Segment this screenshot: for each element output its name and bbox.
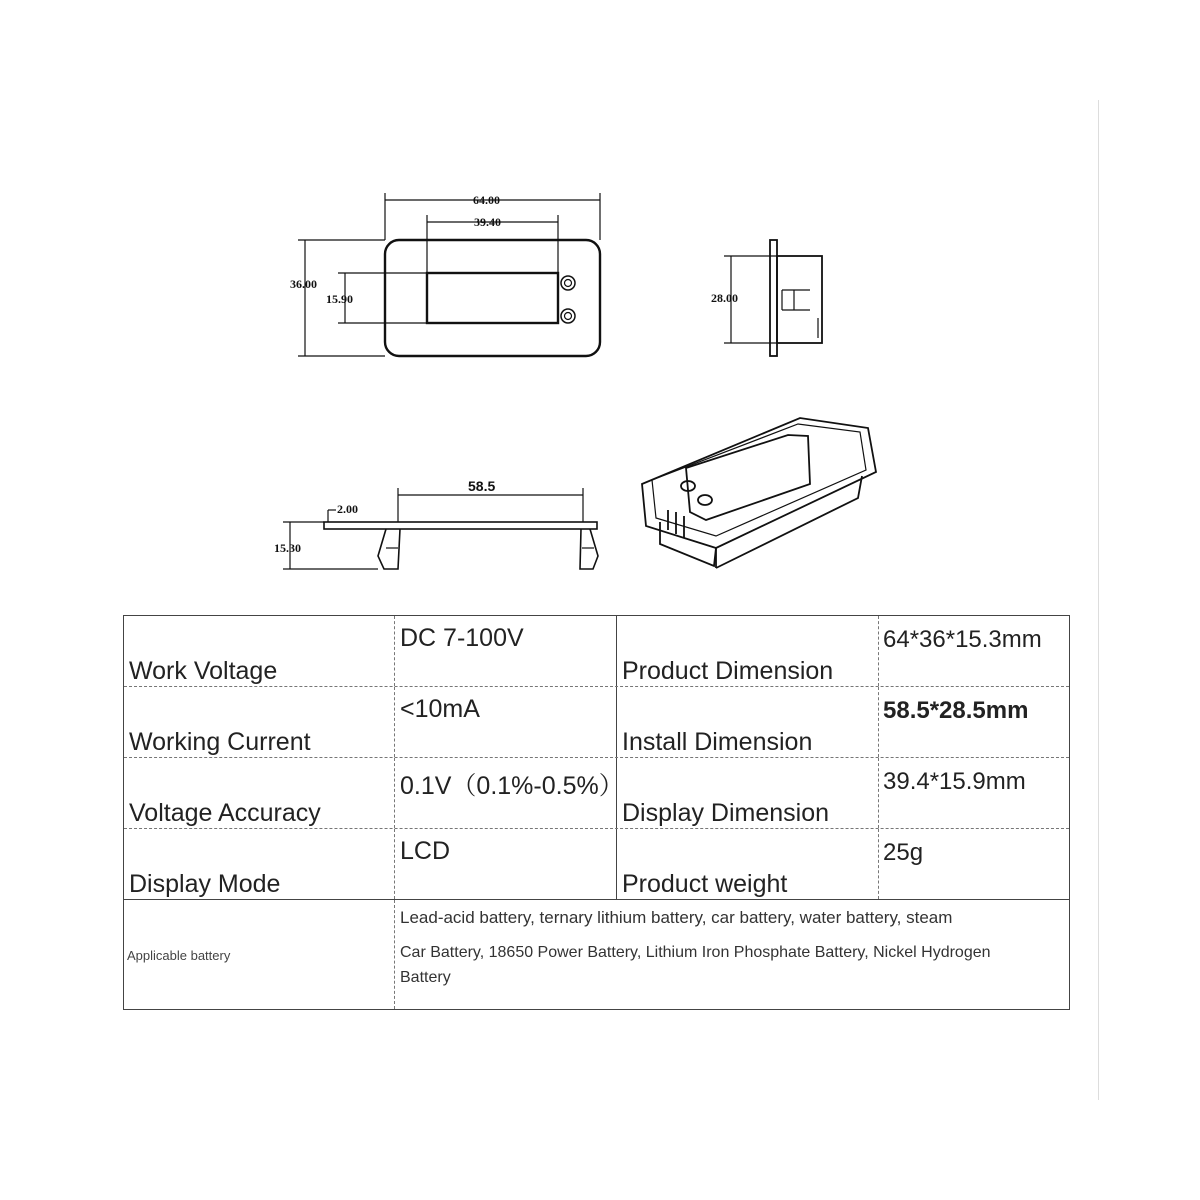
spec-label: Product Dimension — [622, 657, 834, 685]
dim-side-height: 28.00 — [711, 291, 738, 305]
spec-label: Product weight — [622, 870, 788, 898]
dim-window-width: 39.40 — [474, 215, 501, 229]
front-view — [298, 193, 600, 356]
battery-row — [124, 900, 1069, 1009]
spec-label: Work Voltage — [129, 657, 278, 685]
battery-text-line: Lead-acid battery, ternary lithium battery, car battery, water battery, steam — [400, 908, 953, 927]
battery-text-line: Car Battery, 18650 Power Battery, Lithium Iron Phosphate Battery, Nickel Hydrogen — [400, 944, 991, 961]
dim-bottom-width: 58.5 — [468, 478, 496, 494]
spec-label: Install Dimension — [622, 728, 813, 756]
spec-value: 58.5*28.5mm — [883, 697, 1029, 724]
battery-label: Applicable battery — [127, 948, 231, 963]
dim-window-height: 15.90 — [326, 292, 353, 306]
battery-text-line: Battery — [400, 969, 451, 986]
bottom-view — [283, 488, 598, 569]
dim-total-depth: 15.30 — [274, 541, 301, 555]
spec-value: <10mA — [400, 695, 480, 723]
spec-value: DC 7-100V — [400, 624, 524, 652]
spec-table — [123, 615, 1070, 1010]
dim-front-height: 36.00 — [290, 277, 317, 291]
spec-label: Display Mode — [129, 870, 281, 898]
spec-label: Display Dimension — [622, 799, 830, 827]
side-view — [724, 240, 822, 356]
spec-value: 25g — [883, 839, 924, 866]
spec-value: 64*36*15.3mm — [883, 626, 1042, 653]
dim-flange-thickness: 2.00 — [337, 502, 358, 516]
spec-value: LCD — [400, 837, 451, 865]
isometric-view — [642, 418, 876, 568]
table-row — [124, 687, 1069, 758]
spec-value: 0.1V（0.1%-0.5%） — [400, 772, 624, 800]
spec-label: Working Current — [129, 728, 311, 756]
table-row — [124, 616, 1069, 687]
table-row — [124, 829, 1069, 900]
dim-front-width: 64.00 — [473, 193, 500, 207]
spec-value: 39.4*15.9mm — [883, 768, 1026, 795]
table-row — [124, 758, 1069, 829]
spec-label: Voltage Accuracy — [129, 799, 321, 827]
